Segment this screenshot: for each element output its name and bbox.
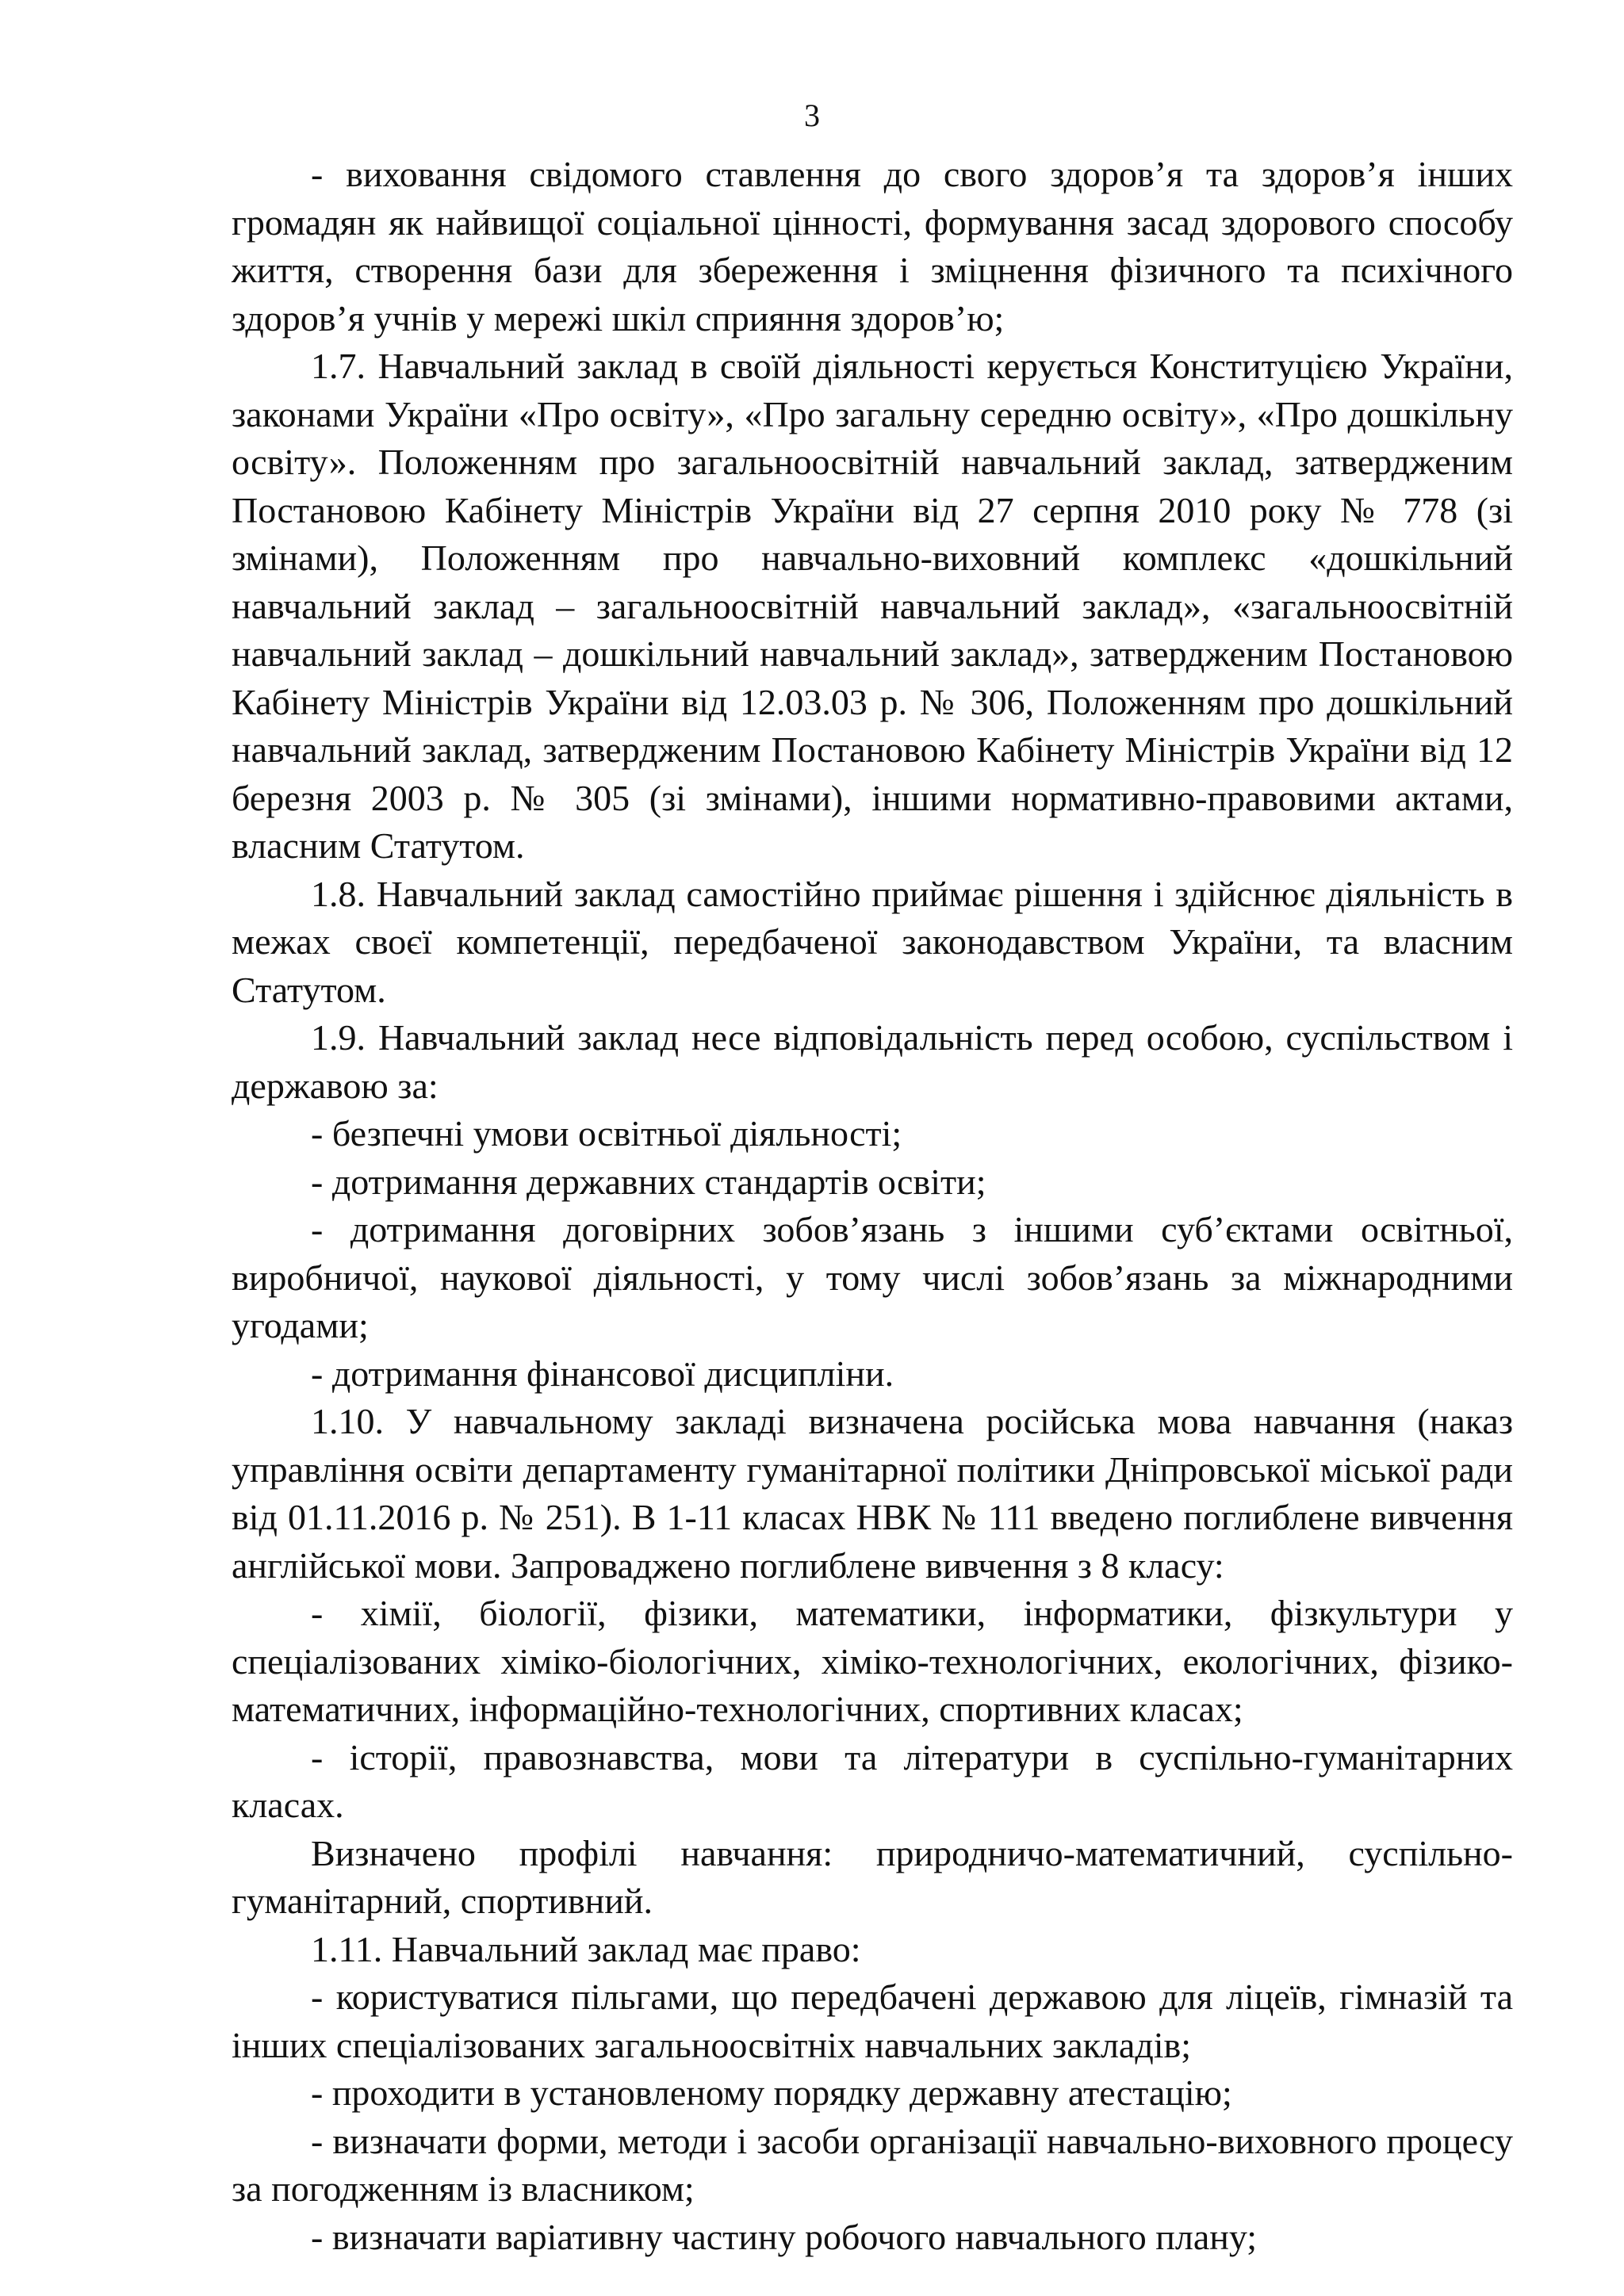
page-number: 3: [804, 98, 820, 133]
list-item: - історії, правознавства, мови та літератури в суспільно-гуманітарних класах.: [232, 1736, 1513, 1825]
list-item: - проходити в установленому порядку державну атестацію;: [311, 2072, 1232, 2113]
paragraph: 1.9. Навчальний заклад несе відповідальність перед особою, суспільством і державою за:: [232, 1017, 1513, 1106]
paragraph: 1.10. У навчальному закладі визначена російська мова навчання (наказ управління освіти департаменту гуманітарної політики Дніпровської міської ради від 01.11.2016 р. № 251). В 1-11 класах НВК № 111 введено поглиблене вивчення англійської мови. Запроваджено поглиблене вивчення з 8 класу:: [232, 1401, 1513, 1586]
list-item: - дотримання фінансової дисципліни.: [311, 1353, 894, 1394]
list-item: - визначати форми, методи і засоби організації навчально-виховного процесу за погодженням із власником;: [232, 2120, 1513, 2209]
document-body: [232, 151, 1513, 2261]
paragraph: 1.8. Навчальний заклад самостійно приймає рішення і здійснює діяльність в межах своєї компетенції, передбаченої законодавством України, та власним Статутом.: [232, 873, 1513, 1010]
list-item: - визначати варіативну частину робочого навчального плану;: [311, 2216, 1258, 2257]
list-item: - дотримання договірних зобов’язань з іншими суб’єктами освітньої, виробничої, наукової діяльності, у тому числі зобов’язань за міжнародними угодами;: [232, 1209, 1513, 1345]
list-item: - безпечні умови освітньої діяльності;: [311, 1113, 902, 1154]
paragraph: Визначено профілі навчання: природничо-математичний, суспільно-гуманітарний, спортивний.: [232, 1832, 1513, 1921]
list-item: - користуватися пільгами, що передбачені державою для ліцеїв, гімназій та інших спеціалізованих загальноосвітніх навчальних закладів;: [232, 1976, 1513, 2065]
list-item: - дотримання державних стандартів освіти;: [311, 1161, 986, 1202]
list-item: - хімії, біології, фізики, математики, інформатики, фізкультури у спеціалізованих хіміко-біологічних, хіміко-технологічних, екологічних, фізико-математичних, інформаційно-технологічних, спортивних класах;: [232, 1593, 1513, 1729]
paragraph: 1.7. Навчальний заклад в своїй діяльності керується Конституцією України, законами України «Про освіту», «Про загальну середню освіту», «Про дошкільну освіту». Положенням про загальноосвітній навчальний заклад, затвердженим Постановою Кабінету Міністрів України від 27 серпня 2010 року № 778 (зі змінами), Положенням про навчально-виховний комплекс «дошкільний навчальний заклад – загальноосвітній навчальний заклад», «загальноосвітній навчальний заклад – дошкільний навчальний заклад», затвердженим Постановою Кабінету Міністрів України від 12.03.03 р. № 306, Положенням про дошкільний навчальний заклад, затвердженим Постановою Кабінету Міністрів України від 12 березня 2003 р. № 305 (зі змінами), іншими нормативно-правовими актами, власним Статутом.: [232, 346, 1513, 866]
paragraph: 1.11. Навчальний заклад має право:: [311, 1928, 861, 1969]
paragraph: - виховання свідомого ставлення до свого здоров’я та здоров’я інших громадян як найвищої соціальної цінності, формування засад здорового способу життя, створення бази для збереження і зміцнення фізичного та психічного здоров’я учнів у мережі шкіл сприяння здоров’ю;: [232, 154, 1513, 339]
